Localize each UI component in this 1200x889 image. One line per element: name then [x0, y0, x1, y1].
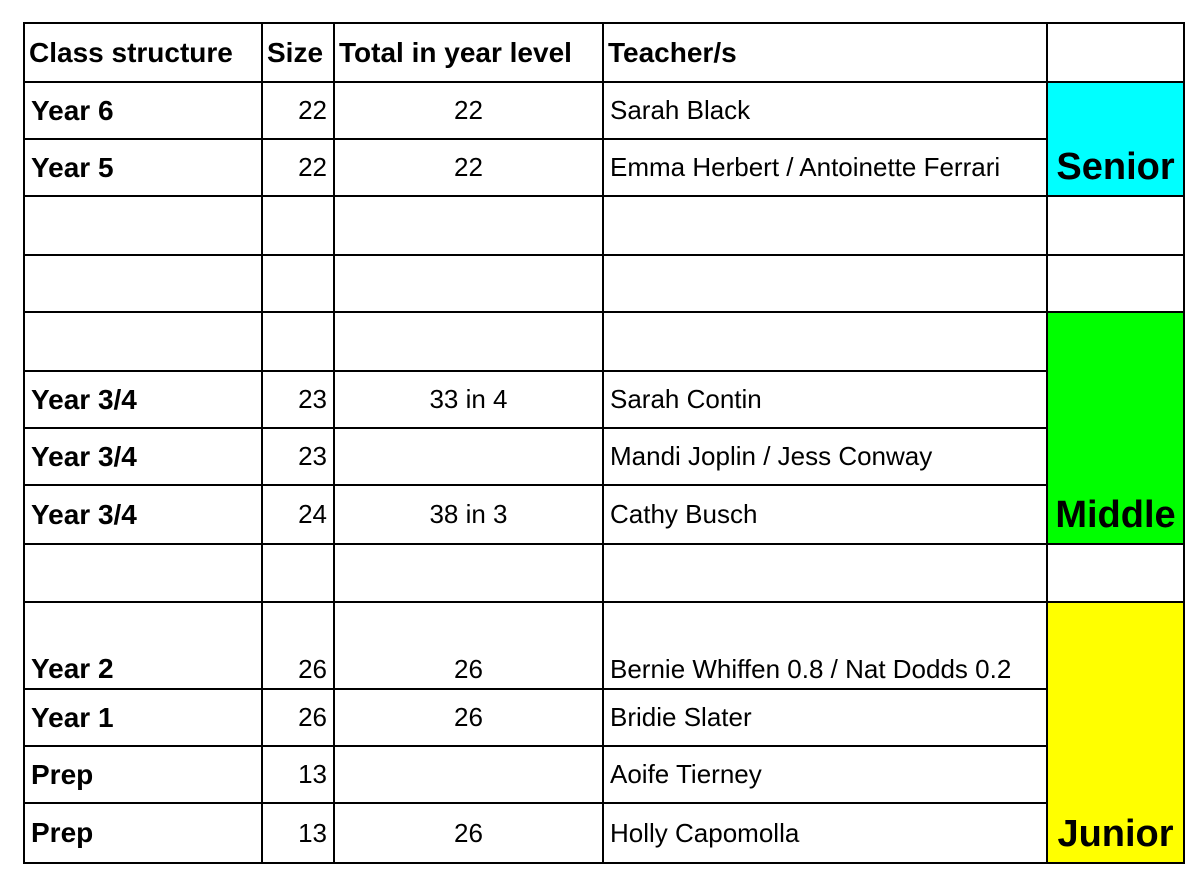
teacher-cell: Mandi Joplin / Jess Conway [603, 428, 1047, 485]
total-cell [334, 428, 603, 485]
total-cell [334, 196, 603, 255]
total-cell [334, 746, 603, 803]
table-row [24, 196, 1184, 255]
class-structure-table [23, 22, 1185, 864]
total-cell: 26 [334, 803, 603, 863]
teacher-cell: Aoife Tierney [603, 746, 1047, 803]
size-cell: 24 [262, 485, 334, 544]
size-cell: 22 [262, 139, 334, 196]
total-cell: 22 [334, 82, 603, 139]
class-cell: Year 3/4 [24, 428, 262, 485]
table-row [24, 82, 1184, 139]
size-cell: 13 [262, 746, 334, 803]
class-cell [24, 196, 262, 255]
size-cell: 23 [262, 371, 334, 428]
class-cell: Year 2 [24, 602, 262, 689]
class-cell: Prep [24, 803, 262, 863]
header-total: Total in year level [334, 23, 603, 82]
teacher-cell [603, 544, 1047, 602]
size-cell: 26 [262, 689, 334, 746]
total-cell: 22 [334, 139, 603, 196]
table-row [24, 602, 1184, 689]
table-row [24, 312, 1184, 371]
size-cell: 22 [262, 82, 334, 139]
band-blank-cell [1047, 255, 1184, 312]
header-class-structure: Class structure [24, 23, 262, 82]
total-cell: 38 in 3 [334, 485, 603, 544]
size-cell: 23 [262, 428, 334, 485]
table-row [24, 689, 1184, 746]
class-cell [24, 544, 262, 602]
class-cell: Year 6 [24, 82, 262, 139]
band-junior: Junior [1047, 602, 1184, 863]
size-cell [262, 196, 334, 255]
table-row [24, 139, 1184, 196]
class-cell: Year 5 [24, 139, 262, 196]
table-row [24, 746, 1184, 803]
total-cell: 33 in 4 [334, 371, 603, 428]
total-cell: 26 [334, 689, 603, 746]
band-blank-cell [1047, 196, 1184, 255]
table-row [24, 255, 1184, 312]
header-teachers: Teacher/s [603, 23, 1047, 82]
header-size: Size [262, 23, 334, 82]
teacher-cell: Sarah Contin [603, 371, 1047, 428]
header-row [24, 23, 1184, 82]
band-blank-cell [1047, 544, 1184, 602]
band-middle: Middle [1047, 312, 1184, 544]
size-cell: 26 [262, 602, 334, 689]
teacher-cell [603, 255, 1047, 312]
table-row [24, 803, 1184, 863]
table-row [24, 544, 1184, 602]
teacher-cell: Sarah Black [603, 82, 1047, 139]
table-row [24, 428, 1184, 485]
teacher-cell: Holly Capomolla [603, 803, 1047, 863]
teacher-cell: Bernie Whiffen 0.8 / Nat Dodds 0.2 [603, 602, 1047, 689]
class-cell [24, 312, 262, 371]
table-row [24, 371, 1184, 428]
total-cell [334, 255, 603, 312]
size-cell: 13 [262, 803, 334, 863]
class-cell: Year 1 [24, 689, 262, 746]
teacher-cell [603, 196, 1047, 255]
class-cell: Prep [24, 746, 262, 803]
class-cell: Year 3/4 [24, 485, 262, 544]
size-cell [262, 544, 334, 602]
class-cell [24, 255, 262, 312]
size-cell [262, 312, 334, 371]
class-cell: Year 3/4 [24, 371, 262, 428]
table-row [24, 485, 1184, 544]
total-cell [334, 544, 603, 602]
teacher-cell [603, 312, 1047, 371]
size-cell [262, 255, 334, 312]
teacher-cell: Bridie Slater [603, 689, 1047, 746]
header-band-blank [1047, 23, 1184, 82]
total-cell [334, 312, 603, 371]
band-senior: Senior [1047, 82, 1184, 196]
teacher-cell: Cathy Busch [603, 485, 1047, 544]
teacher-cell: Emma Herbert / Antoinette Ferrari [603, 139, 1047, 196]
total-cell: 26 [334, 602, 603, 689]
